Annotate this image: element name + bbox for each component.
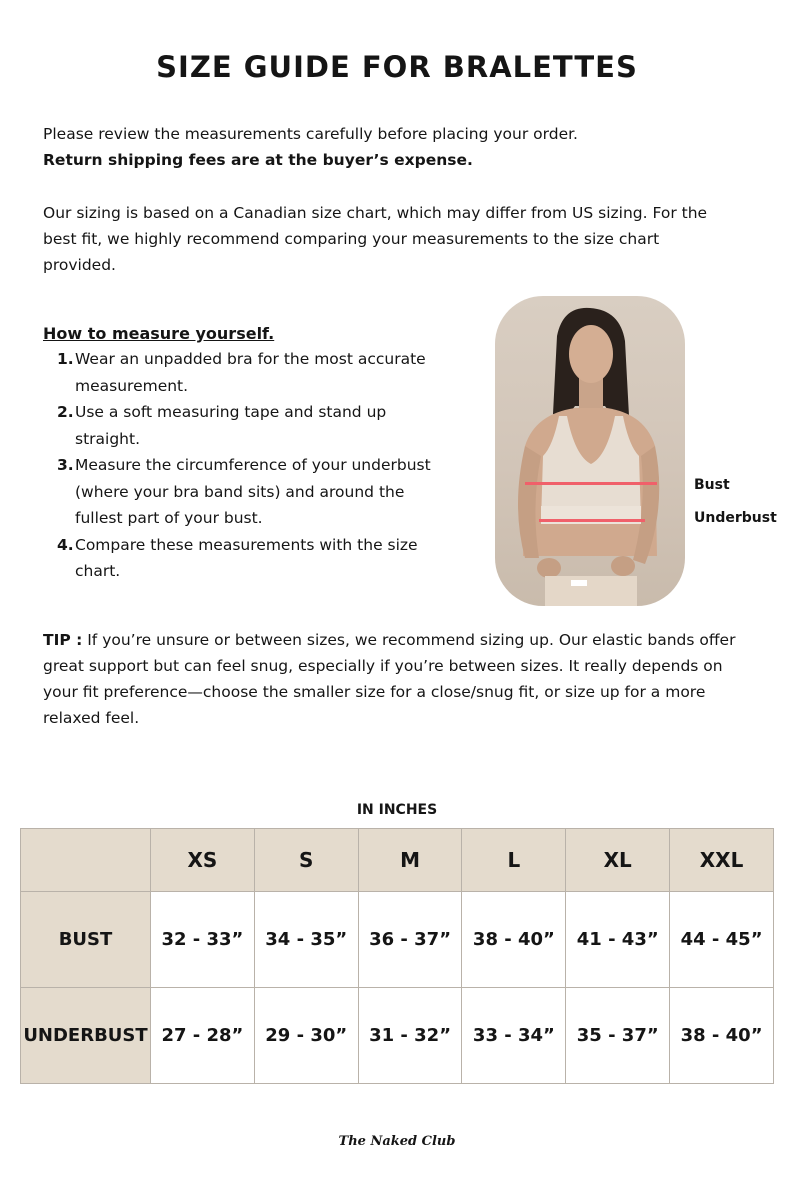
header-corner-cell: [21, 829, 151, 892]
size-header-cell: L: [462, 829, 566, 892]
underbust-label: Underbust: [694, 510, 777, 526]
measure-steps-list: [57, 346, 437, 585]
size-header-cell: M: [358, 829, 462, 892]
underbust-line: [539, 519, 645, 522]
size-header-cell: XL: [566, 829, 670, 892]
bust-line: [525, 482, 657, 485]
model-illustration: [495, 296, 685, 606]
measurement-cell: 32 - 33”: [151, 892, 255, 988]
size-header-cell: XXL: [670, 829, 774, 892]
step-text: Use a soft measuring tape and stand up straight.: [75, 403, 387, 448]
sizing-note: Our sizing is based on a Canadian size chart, which may differ from US sizing. For the best fit, we highly recommend comparing your measurements to the size chart provided.: [43, 204, 708, 274]
brand-logo: The Naked Club: [338, 1134, 456, 1149]
measurement-cell: 31 - 32”: [358, 988, 462, 1084]
measurement-cell: 34 - 35”: [254, 892, 358, 988]
step-text: Wear an unpadded bra for the most accurate measurement.: [75, 350, 426, 395]
measurement-cell: 35 - 37”: [566, 988, 670, 1084]
step-text: Compare these measurements with the size chart.: [75, 535, 418, 580]
step-number: 1.: [57, 350, 74, 368]
table-row: [21, 892, 774, 988]
measurement-cell: 27 - 28”: [151, 988, 255, 1084]
model-photo: [495, 296, 685, 606]
tip-lead: TIP :: [43, 631, 83, 649]
tip-text: If you’re unsure or between sizes, we recommend sizing up. Our elastic bands offer great support but can feel snug, especially if you’re between sizes. It really depends on your fit preference—choose the smaller size for a close/snug fit, or size up for a more relaxed feel.: [43, 631, 736, 727]
step-number: 4.: [57, 535, 74, 554]
measurement-cell: 29 - 30”: [254, 988, 358, 1084]
step-number: 2.: [57, 403, 74, 421]
measurement-cell: 33 - 34”: [462, 988, 566, 1084]
page-title: SIZE GUIDE FOR BRALETTES: [156, 50, 638, 84]
table-header-row: [21, 829, 774, 892]
table-units-label: IN INCHES: [356, 802, 438, 818]
row-label-cell: UNDERBUST: [21, 988, 151, 1084]
measurement-cell: 36 - 37”: [358, 892, 462, 988]
table-row: [21, 988, 774, 1084]
intro-text: Please review the measurements carefully before placing your order.: [43, 125, 578, 143]
size-header-cell: XS: [151, 829, 255, 892]
measure-step: [57, 532, 437, 585]
measurement-cell: 44 - 45”: [670, 892, 774, 988]
measure-step: [57, 399, 437, 452]
tip-paragraph: [43, 627, 743, 731]
how-to-heading: How to measure yourself.: [43, 324, 275, 343]
measurement-cell: 38 - 40”: [670, 988, 774, 1084]
step-number: 3.: [57, 456, 74, 474]
measure-step: [57, 346, 437, 399]
size-chart-table: [20, 828, 774, 1084]
measurement-cell: 41 - 43”: [566, 892, 670, 988]
measure-step: [57, 452, 437, 532]
return-policy-text: Return shipping fees are at the buyer’s expense.: [43, 151, 473, 169]
row-label-cell: BUST: [21, 892, 151, 988]
bust-label: Bust: [694, 477, 730, 493]
size-header-cell: S: [254, 829, 358, 892]
step-text: Measure the circumference of your underbust (where your bra band sits) and around the fullest part of your bust.: [75, 456, 431, 527]
measurement-cell: 38 - 40”: [462, 892, 566, 988]
